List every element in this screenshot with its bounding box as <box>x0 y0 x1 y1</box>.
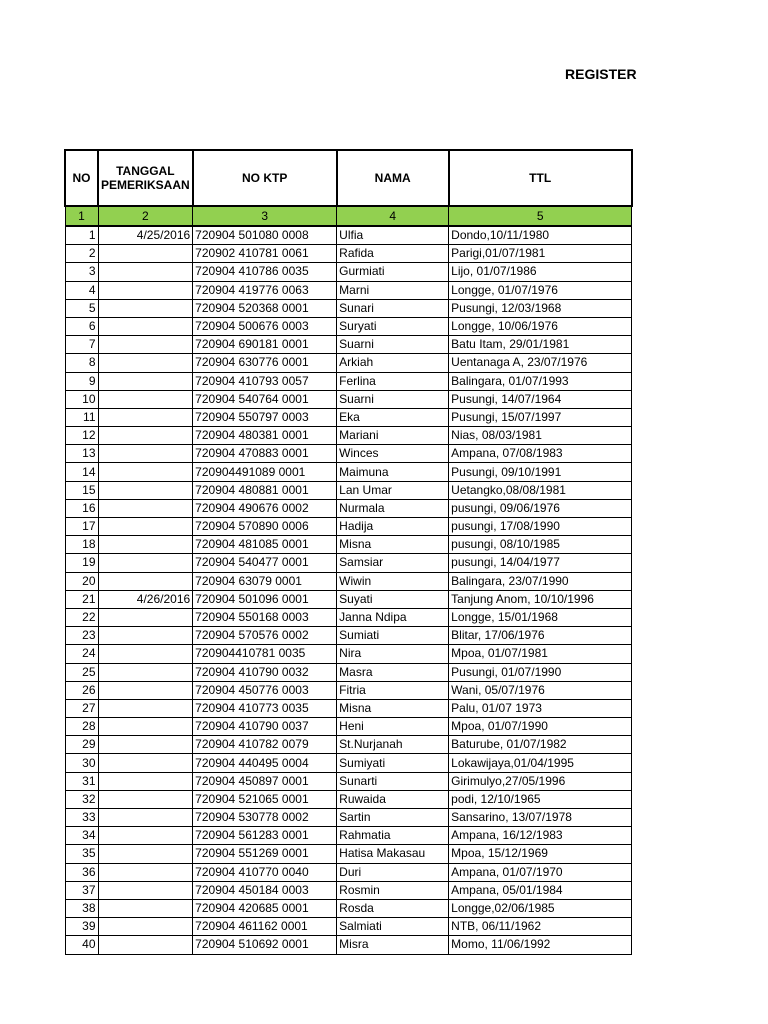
table-row <box>65 408 632 426</box>
table-row <box>65 390 632 408</box>
cell-nama[interactable]: Arkiah <box>337 354 449 372</box>
cell-no[interactable]: 12 <box>65 427 98 445</box>
cell-ttl[interactable]: Nias, 08/03/1981 <box>449 427 632 445</box>
cell-no[interactable]: 30 <box>65 754 98 772</box>
cell-ttl[interactable]: Girimulyo,27/05/1996 <box>449 772 632 790</box>
table-row <box>65 263 632 281</box>
cell-nama[interactable]: Sunari <box>337 299 449 317</box>
cell-no[interactable]: 10 <box>65 390 98 408</box>
cell-no[interactable]: 3 <box>65 263 98 281</box>
header-no-ktp[interactable]: NO KTP <box>193 150 337 206</box>
cell-tanggal[interactable] <box>98 645 193 663</box>
column-number[interactable]: 4 <box>337 206 449 226</box>
cell-nama[interactable]: Masra <box>337 663 449 681</box>
cell-tanggal[interactable] <box>98 754 193 772</box>
cell-tanggal[interactable]: 4/26/2016 <box>98 590 193 608</box>
cell-no[interactable]: 31 <box>65 772 98 790</box>
cell-nama[interactable]: Duri <box>337 863 449 881</box>
table-row <box>65 518 632 536</box>
cell-no-ktp[interactable]: 720904491089 0001 <box>193 463 337 481</box>
cell-nama[interactable]: Ruwaida <box>337 790 449 808</box>
cell-nama[interactable]: Rahmatia <box>337 827 449 845</box>
table-row <box>65 536 632 554</box>
cell-ttl[interactable]: Lijo, 01/07/1986 <box>449 263 632 281</box>
table-row <box>65 299 632 317</box>
cell-nama[interactable]: Suarni <box>337 390 449 408</box>
table-row <box>65 845 632 863</box>
cell-ttl[interactable]: Dondo,10/11/1980 <box>449 226 632 245</box>
cell-nama[interactable]: Rosda <box>337 899 449 917</box>
table-row <box>65 336 632 354</box>
cell-no[interactable]: 17 <box>65 518 98 536</box>
cell-no[interactable]: 20 <box>65 572 98 590</box>
cell-no[interactable]: 1 <box>65 226 98 245</box>
cell-ttl[interactable]: Mpoa, 01/07/1981 <box>449 645 632 663</box>
cell-no-ktp[interactable]: 720904 480881 0001 <box>193 481 337 499</box>
table-row <box>65 372 632 390</box>
cell-no-ktp[interactable]: 720904 450776 0003 <box>193 681 337 699</box>
table-row <box>65 427 632 445</box>
cell-nama[interactable]: Marni <box>337 281 449 299</box>
cell-ttl[interactable]: Mpoa, 01/07/1990 <box>449 718 632 736</box>
cell-ttl[interactable]: Pusungi, 14/07/1964 <box>449 390 632 408</box>
table-row <box>65 317 632 335</box>
table-row <box>65 736 632 754</box>
cell-tanggal[interactable] <box>98 918 193 936</box>
cell-no[interactable]: 27 <box>65 699 98 717</box>
cell-no-ktp[interactable]: 720904 510692 0001 <box>193 936 337 954</box>
table-row <box>65 663 632 681</box>
table-row <box>65 445 632 463</box>
cell-tanggal[interactable] <box>98 827 193 845</box>
table-row <box>65 590 632 608</box>
cell-tanggal[interactable] <box>98 899 193 917</box>
cell-ttl[interactable]: Ampana, 16/12/1983 <box>449 827 632 845</box>
cell-nama[interactable]: Lan Umar <box>337 481 449 499</box>
cell-tanggal[interactable] <box>98 936 193 954</box>
cell-ttl[interactable]: Longge, 15/01/1968 <box>449 608 632 626</box>
cell-no[interactable]: 24 <box>65 645 98 663</box>
table-row <box>65 681 632 699</box>
table-row <box>65 936 632 954</box>
cell-no[interactable]: 14 <box>65 463 98 481</box>
column-number[interactable]: 2 <box>98 206 193 226</box>
cell-ttl[interactable]: pusungi, 09/06/1976 <box>449 499 632 517</box>
cell-tanggal[interactable] <box>98 845 193 863</box>
cell-ttl[interactable]: pusungi, 14/04/1977 <box>449 554 632 572</box>
table-row <box>65 863 632 881</box>
cell-no[interactable]: 19 <box>65 554 98 572</box>
cell-no[interactable]: 6 <box>65 317 98 335</box>
cell-ttl[interactable]: Ampana, 01/07/1970 <box>449 863 632 881</box>
cell-tanggal[interactable] <box>98 408 193 426</box>
column-number[interactable]: 3 <box>193 206 337 226</box>
table-row <box>65 554 632 572</box>
cell-no[interactable]: 13 <box>65 445 98 463</box>
cell-nama[interactable]: Fitria <box>337 681 449 699</box>
cell-nama[interactable]: Suarni <box>337 336 449 354</box>
cell-nama[interactable]: Sartin <box>337 809 449 827</box>
cell-no-ktp[interactable]: 720904 570576 0002 <box>193 627 337 645</box>
cell-nama[interactable]: Sumiyati <box>337 754 449 772</box>
cell-no-ktp[interactable]: 720904 480381 0001 <box>193 427 337 445</box>
cell-tanggal[interactable] <box>98 790 193 808</box>
cell-no-ktp[interactable]: 720904 521065 0001 <box>193 790 337 808</box>
cell-tanggal[interactable] <box>98 245 193 263</box>
table-body <box>65 226 632 954</box>
cell-ttl[interactable]: Tanjung Anom, 10/10/1996 <box>449 590 632 608</box>
cell-nama[interactable]: Samsiar <box>337 554 449 572</box>
cell-ttl[interactable]: Uetangko,08/08/1981 <box>449 481 632 499</box>
cell-no-ktp[interactable]: 720904 550168 0003 <box>193 608 337 626</box>
cell-nama[interactable]: Suyati <box>337 590 449 608</box>
cell-ttl[interactable]: Sansarino, 13/07/1978 <box>449 809 632 827</box>
cell-nama[interactable]: Maimuna <box>337 463 449 481</box>
cell-no-ktp[interactable]: 720904 419776 0063 <box>193 281 337 299</box>
register-table <box>64 149 633 955</box>
cell-no[interactable]: 34 <box>65 827 98 845</box>
cell-no-ktp[interactable]: 720904 410790 0032 <box>193 663 337 681</box>
cell-ttl[interactable]: Balingara, 23/07/1990 <box>449 572 632 590</box>
cell-tanggal[interactable] <box>98 718 193 736</box>
cell-no[interactable]: 37 <box>65 881 98 899</box>
cell-tanggal[interactable] <box>98 299 193 317</box>
cell-ttl[interactable]: podi, 12/10/1965 <box>449 790 632 808</box>
cell-ttl[interactable]: Ampana, 05/01/1984 <box>449 881 632 899</box>
cell-tanggal[interactable] <box>98 463 193 481</box>
table-row <box>65 881 632 899</box>
cell-no-ktp[interactable]: 720904 540764 0001 <box>193 390 337 408</box>
cell-nama[interactable]: Gurmiati <box>337 263 449 281</box>
table-row <box>65 281 632 299</box>
table-row <box>65 809 632 827</box>
cell-no[interactable]: 39 <box>65 918 98 936</box>
cell-no-ktp[interactable]: 720904410781 0035 <box>193 645 337 663</box>
cell-no-ktp[interactable]: 720904 410790 0037 <box>193 718 337 736</box>
cell-no-ktp[interactable]: 720904 461162 0001 <box>193 918 337 936</box>
cell-ttl[interactable]: Parigi,01/07/1981 <box>449 245 632 263</box>
cell-tanggal[interactable] <box>98 372 193 390</box>
cell-no[interactable]: 33 <box>65 809 98 827</box>
cell-no-ktp[interactable]: 720904 420685 0001 <box>193 899 337 917</box>
column-number[interactable]: 5 <box>449 206 632 226</box>
table-row <box>65 754 632 772</box>
cell-no[interactable]: 16 <box>65 499 98 517</box>
cell-tanggal[interactable] <box>98 317 193 335</box>
cell-no[interactable]: 23 <box>65 627 98 645</box>
cell-ttl[interactable]: Ampana, 07/08/1983 <box>449 445 632 463</box>
cell-no-ktp[interactable]: 720904 551269 0001 <box>193 845 337 863</box>
table-row <box>65 699 632 717</box>
cell-no[interactable]: 18 <box>65 536 98 554</box>
cell-no[interactable]: 25 <box>65 663 98 681</box>
cell-no[interactable]: 32 <box>65 790 98 808</box>
table-row <box>65 463 632 481</box>
cell-ttl[interactable]: Blitar, 17/06/1976 <box>449 627 632 645</box>
cell-tanggal[interactable] <box>98 427 193 445</box>
cell-nama[interactable]: Rafida <box>337 245 449 263</box>
cell-no[interactable]: 4 <box>65 281 98 299</box>
table-row <box>65 481 632 499</box>
cell-tanggal[interactable] <box>98 354 193 372</box>
cell-no-ktp[interactable]: 720904 450184 0003 <box>193 881 337 899</box>
cell-nama[interactable]: Janna Ndipa <box>337 608 449 626</box>
header-ttl[interactable]: TTL <box>449 150 632 206</box>
table-row <box>65 245 632 263</box>
cell-tanggal[interactable] <box>98 281 193 299</box>
cell-tanggal[interactable] <box>98 608 193 626</box>
table-row <box>65 645 632 663</box>
table-row <box>65 899 632 917</box>
cell-nama[interactable]: Sumiati <box>337 627 449 645</box>
table-row <box>65 572 632 590</box>
cell-no-ktp[interactable]: 720904 410793 0057 <box>193 372 337 390</box>
cell-no[interactable]: 11 <box>65 408 98 426</box>
cell-no[interactable]: 5 <box>65 299 98 317</box>
table-row <box>65 226 632 245</box>
cell-no[interactable]: 9 <box>65 372 98 390</box>
header-no[interactable]: NO <box>65 150 98 206</box>
cell-nama[interactable]: St.Nurjanah <box>337 736 449 754</box>
cell-nama[interactable]: Winces <box>337 445 449 463</box>
cell-ttl[interactable]: Balingara, 01/07/1993 <box>449 372 632 390</box>
cell-nama[interactable]: Eka <box>337 408 449 426</box>
cell-tanggal[interactable] <box>98 681 193 699</box>
cell-tanggal[interactable] <box>98 627 193 645</box>
cell-no-ktp[interactable]: 720904 481085 0001 <box>193 536 337 554</box>
cell-tanggal[interactable] <box>98 881 193 899</box>
cell-no[interactable]: 21 <box>65 590 98 608</box>
cell-nama[interactable]: Nurmala <box>337 499 449 517</box>
cell-ttl[interactable]: Mpoa, 15/12/1969 <box>449 845 632 863</box>
cell-ttl[interactable]: Longge,02/06/1985 <box>449 899 632 917</box>
cell-no-ktp[interactable]: 720904 410770 0040 <box>193 863 337 881</box>
cell-tanggal[interactable] <box>98 518 193 536</box>
cell-ttl[interactable]: Uentanaga A, 23/07/1976 <box>449 354 632 372</box>
cell-ttl[interactable]: pusungi, 17/08/1990 <box>449 518 632 536</box>
cell-ttl[interactable]: Palu, 01/07 1973 <box>449 699 632 717</box>
cell-ttl[interactable]: Pusungi, 12/03/1968 <box>449 299 632 317</box>
cell-ttl[interactable]: Longge, 01/07/1976 <box>449 281 632 299</box>
cell-tanggal[interactable] <box>98 536 193 554</box>
cell-nama[interactable]: Suryati <box>337 317 449 335</box>
cell-nama[interactable]: Rosmin <box>337 881 449 899</box>
cell-ttl[interactable]: Longge, 10/06/1976 <box>449 317 632 335</box>
cell-ttl[interactable]: Batu Itam, 29/01/1981 <box>449 336 632 354</box>
cell-no-ktp[interactable]: 720904 501080 0008 <box>193 226 337 245</box>
cell-nama[interactable]: Misra <box>337 936 449 954</box>
table-row <box>65 790 632 808</box>
cell-nama[interactable]: Ulfia <box>337 226 449 245</box>
cell-tanggal[interactable] <box>98 445 193 463</box>
cell-tanggal[interactable] <box>98 481 193 499</box>
cell-no-ktp[interactable]: 720904 550797 0003 <box>193 408 337 426</box>
cell-nama[interactable]: Wiwin <box>337 572 449 590</box>
cell-no[interactable]: 35 <box>65 845 98 863</box>
cell-no[interactable]: 38 <box>65 899 98 917</box>
cell-no-ktp[interactable]: 720904 570890 0006 <box>193 518 337 536</box>
cell-no-ktp[interactable]: 720904 410786 0035 <box>193 263 337 281</box>
cell-nama[interactable]: Sunarti <box>337 772 449 790</box>
cell-nama[interactable]: Misna <box>337 699 449 717</box>
cell-no[interactable]: 15 <box>65 481 98 499</box>
cell-no[interactable]: 2 <box>65 245 98 263</box>
cell-ttl[interactable]: Wani, 05/07/1976 <box>449 681 632 699</box>
cell-no[interactable]: 7 <box>65 336 98 354</box>
cell-no-ktp[interactable]: 720904 501096 0001 <box>193 590 337 608</box>
cell-no-ktp[interactable]: 720904 410782 0079 <box>193 736 337 754</box>
cell-ttl[interactable]: Momo, 11/06/1992 <box>449 936 632 954</box>
header-tanggal[interactable]: TANGGAL PEMERIKSAAN <box>98 150 193 206</box>
cell-no-ktp[interactable]: 720904 500676 0003 <box>193 317 337 335</box>
table-row <box>65 354 632 372</box>
cell-no-ktp[interactable]: 720904 490676 0002 <box>193 499 337 517</box>
table-row <box>65 499 632 517</box>
cell-no-ktp[interactable]: 720904 440495 0004 <box>193 754 337 772</box>
cell-tanggal[interactable] <box>98 863 193 881</box>
header-row <box>65 150 632 206</box>
cell-tanggal[interactable] <box>98 772 193 790</box>
cell-ttl[interactable]: Pusungi, 15/07/1997 <box>449 408 632 426</box>
cell-no-ktp[interactable]: 720904 690181 0001 <box>193 336 337 354</box>
table-row <box>65 827 632 845</box>
sheet-title: REGISTER <box>565 66 637 82</box>
cell-tanggal[interactable] <box>98 736 193 754</box>
table-row <box>65 918 632 936</box>
cell-no-ktp[interactable]: 720904 630776 0001 <box>193 354 337 372</box>
cell-nama[interactable]: Misna <box>337 536 449 554</box>
cell-ttl[interactable]: NTB, 06/11/1962 <box>449 918 632 936</box>
cell-nama[interactable]: Hadija <box>337 518 449 536</box>
column-number[interactable]: 1 <box>65 206 98 226</box>
column-number-row <box>65 206 632 226</box>
cell-no[interactable]: 8 <box>65 354 98 372</box>
cell-no-ktp[interactable]: 720904 410773 0035 <box>193 699 337 717</box>
cell-tanggal[interactable] <box>98 499 193 517</box>
cell-nama[interactable]: Salmiati <box>337 918 449 936</box>
cell-nama[interactable]: Nira <box>337 645 449 663</box>
cell-no[interactable]: 26 <box>65 681 98 699</box>
cell-ttl[interactable]: Pusungi, 01/07/1990 <box>449 663 632 681</box>
cell-no-ktp[interactable]: 720902 410781 0061 <box>193 245 337 263</box>
cell-tanggal[interactable] <box>98 663 193 681</box>
header-nama[interactable]: NAMA <box>337 150 449 206</box>
cell-nama[interactable]: Hatisa Makasau <box>337 845 449 863</box>
cell-no-ktp[interactable]: 720904 470883 0001 <box>193 445 337 463</box>
cell-ttl[interactable]: Baturube, 01/07/1982 <box>449 736 632 754</box>
cell-nama[interactable]: Mariani <box>337 427 449 445</box>
cell-nama[interactable]: Heni <box>337 718 449 736</box>
cell-tanggal[interactable] <box>98 336 193 354</box>
cell-no[interactable]: 36 <box>65 863 98 881</box>
cell-ttl[interactable]: pusungi, 08/10/1985 <box>449 536 632 554</box>
cell-no-ktp[interactable]: 720904 63079 0001 <box>193 572 337 590</box>
cell-tanggal[interactable] <box>98 809 193 827</box>
table-row <box>65 772 632 790</box>
cell-nama[interactable]: Ferlina <box>337 372 449 390</box>
cell-no-ktp[interactable]: 720904 540477 0001 <box>193 554 337 572</box>
cell-tanggal[interactable] <box>98 699 193 717</box>
cell-no[interactable]: 40 <box>65 936 98 954</box>
table-row <box>65 608 632 626</box>
table-row <box>65 718 632 736</box>
cell-no-ktp[interactable]: 720904 450897 0001 <box>193 772 337 790</box>
cell-no[interactable]: 28 <box>65 718 98 736</box>
cell-no[interactable]: 29 <box>65 736 98 754</box>
cell-tanggal[interactable] <box>98 263 193 281</box>
cell-ttl[interactable]: Pusungi, 09/10/1991 <box>449 463 632 481</box>
cell-no-ktp[interactable]: 720904 530778 0002 <box>193 809 337 827</box>
table-row <box>65 627 632 645</box>
cell-no[interactable]: 22 <box>65 608 98 626</box>
cell-tanggal[interactable] <box>98 554 193 572</box>
cell-no-ktp[interactable]: 720904 561283 0001 <box>193 827 337 845</box>
cell-ttl[interactable]: Lokawijaya,01/04/1995 <box>449 754 632 772</box>
cell-tanggal[interactable] <box>98 572 193 590</box>
cell-no-ktp[interactable]: 720904 520368 0001 <box>193 299 337 317</box>
cell-tanggal[interactable]: 4/25/2016 <box>98 226 193 245</box>
cell-tanggal[interactable] <box>98 390 193 408</box>
